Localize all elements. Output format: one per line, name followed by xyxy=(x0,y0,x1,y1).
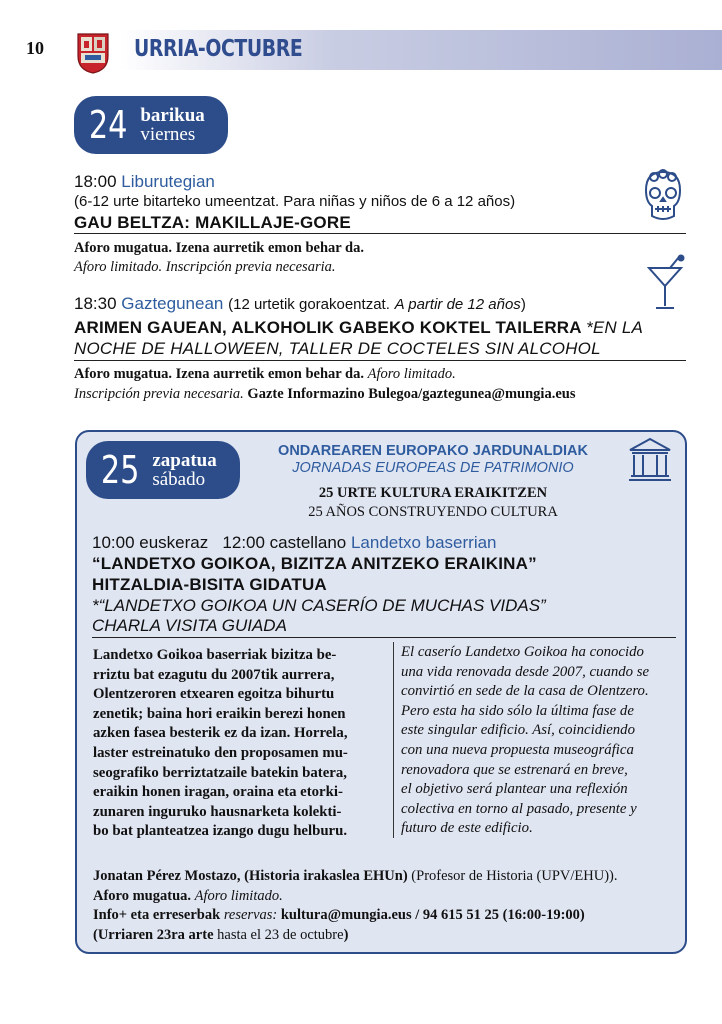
column-divider xyxy=(393,642,394,838)
event2-divider xyxy=(74,360,686,361)
event2-title-es-start: *EN LA xyxy=(586,318,644,337)
event2-note-line1: Aforo mugatua. Izena aurretik emon behar da. Aforo limitado. xyxy=(74,366,456,382)
heritage-subheading-es: 25 AÑOS CONSTRUYENDO CULTURA xyxy=(308,504,558,520)
museum-building-icon xyxy=(628,436,672,482)
weekday-eu: barikua xyxy=(140,105,205,126)
event1-time: 18:00 xyxy=(74,172,117,191)
event1-title: GAU BELTZA: MAKILLAJE-GORE xyxy=(74,213,351,232)
event2-audience-close: ) xyxy=(520,296,526,313)
deadline-line: (Urriaren 23ra arte hasta el 23 de octubre) xyxy=(93,927,349,943)
heritage-heading-es: JORNADAS EUROPEAS DE PATRIMONIO xyxy=(292,460,574,476)
heritage-subheading xyxy=(258,484,608,522)
info-line: Info+ eta erreserbak reservas: kultura@mungia.eus / 94 615 51 25 (16:00-19:00) xyxy=(93,907,585,923)
event1-time-place xyxy=(74,172,215,192)
visit-title-es-1: *“LANDETXO GOIKOA UN CASERÍO DE MUCHAS VIDAS” xyxy=(92,596,546,615)
event2-note-line2: Inscripción previa necesaria. Gazte Informazino Bulegoa/gaztegunea@mungia.eus xyxy=(74,386,576,402)
event1-note-es: Aforo limitado. Inscripción previa necesaria. xyxy=(74,259,336,275)
event2-title-line1 xyxy=(74,318,643,338)
weekday-eu: zapatua xyxy=(152,450,217,471)
event2-time: 18:30 xyxy=(74,294,117,313)
town-crest-icon xyxy=(76,30,110,74)
date-badge-24 xyxy=(74,96,228,154)
heritage-subheading-eu: 25 URTE KULTURA ERAIKITZEN xyxy=(318,485,548,501)
description-es: El caserío Landetxo Goikoa ha conocido una vida renovada desde 2007, cuando se convirtió en sede de la casa de Olentzero. Pero esta ha sido sólo la última fase de este singular edificio. Así, coincidiendo con una nueva propuesta museográfica renovadora que se estrenará en breve, el objetivo será plantear una reflexión colectiva en torno al pasado, presente y futuro de este edificio. xyxy=(401,644,650,837)
heritage-heading-eu: ONDAREAREN EUROPAKO JARDUNALDIAK xyxy=(278,443,588,459)
info-contact[interactable]: kultura@mungia.eus / 94 615 51 25 (16:00-19:00) xyxy=(280,907,585,923)
page-number: 10 xyxy=(26,38,44,58)
event2-title-es-end: NOCHE DE HALLOWEEN, TALLER DE COCTELES SIN ALCOHOL xyxy=(74,339,601,358)
speaker-line: Jonatan Pérez Mostazo, (Historia irakaslea EHUn) (Profesor de Historia (UPV/EHU)). xyxy=(93,868,618,884)
description-eu: Landetxo Goikoa baserriak bizitza be- rriztu bat ezagutu du 2007tik aurrera, Olentzeroren etxearen egoitza bihurtu zenetik; baina hori eraikin berezi honen azken fasea besterik ez da izan. Horrela, laster estreinatuko den proposamen mu- seografiko berriztatzaile batekin batera, eraikin honen iragan, oraina eta etorki- zunaren inguruko hausnarketa kolekti- bo bat planteatzea izango dugu helburu. xyxy=(93,647,348,840)
weekday-es: sábado xyxy=(152,469,206,490)
cocktail-glass-icon xyxy=(646,254,688,312)
visit-times: 10:00 euskeraz 12:00 castellano xyxy=(92,533,347,552)
event1-audience: (6-12 urte bitarteko umeentzat. Para niñas y niños de 6 a 12 años) xyxy=(74,193,516,210)
event2-contact[interactable]: Gazte Informazino Bulegoa/gaztegunea@mungia.eus xyxy=(247,386,576,402)
event2-time-place xyxy=(74,294,526,314)
date-number: 25 xyxy=(100,448,140,492)
visit-divider xyxy=(92,637,676,638)
event2-audience-eu: (12 urtetik gorakoentzat. xyxy=(228,296,390,313)
visit-times-place xyxy=(92,533,497,553)
date-number: 24 xyxy=(88,103,128,147)
event1-divider xyxy=(74,233,686,234)
skull-makeup-icon xyxy=(640,168,686,226)
visit-title-eu-2: HITZALDIA-BISITA GIDATUA xyxy=(92,575,327,594)
date-badge-25 xyxy=(86,441,240,499)
visit-title-es-2: CHARLA VISITA GUIADA xyxy=(92,616,287,635)
event2-title-eu: ARIMEN GAUEAN, ALKOHOLIK GABEKO KOKTEL TAILERRA xyxy=(74,318,582,337)
event2-place: Gaztegunean xyxy=(121,294,224,313)
header-title: URRIA-OCTUBRE xyxy=(134,36,303,62)
event1-note-eu: Aforo mugatua. Izena aurretik emon behar da. xyxy=(74,240,364,256)
weekday-es: viernes xyxy=(140,124,196,145)
event2-audience-es: A partir de 12 años xyxy=(394,296,521,313)
aforo-line: Aforo mugatua. Aforo limitado. xyxy=(93,888,283,904)
event1-place: Liburutegian xyxy=(121,172,215,191)
heritage-heading xyxy=(258,443,608,476)
visit-title-eu-1: “LANDETXO GOIKOA, BIZITZA ANITZEKO ERAIKINA” xyxy=(92,554,537,573)
visit-place: Landetxo baserrian xyxy=(350,533,497,552)
